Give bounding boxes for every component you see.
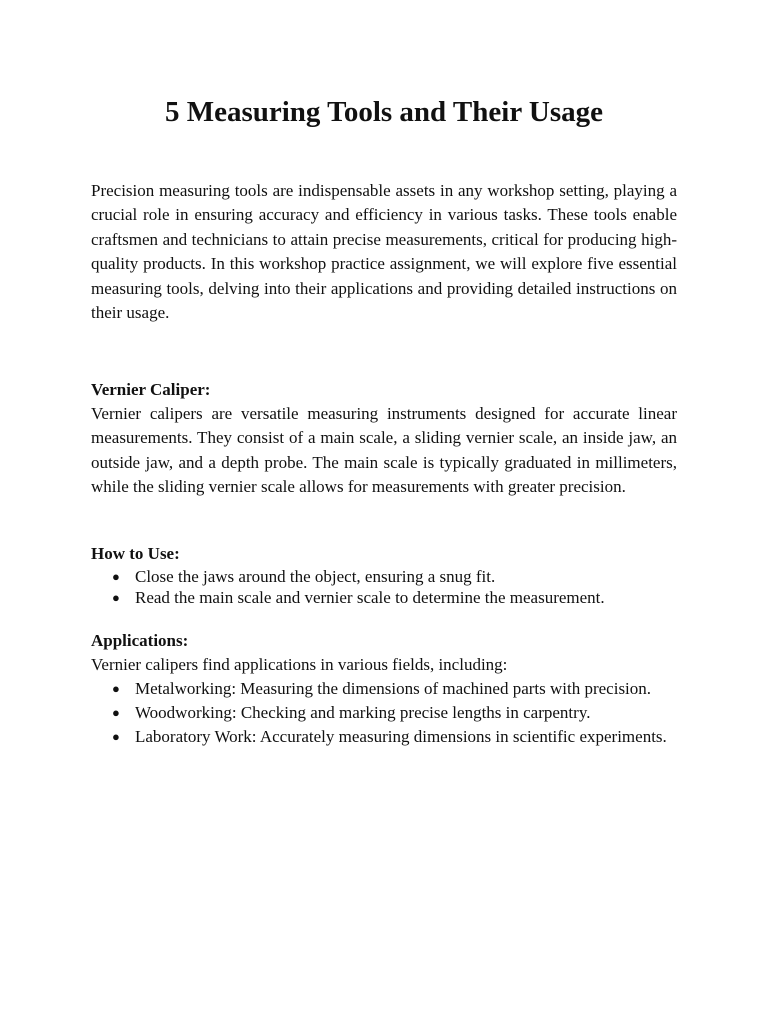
how-to-use-list	[91, 566, 677, 608]
list-item	[91, 725, 677, 749]
bullet-icon: ●	[112, 590, 120, 605]
applications-heading: Applications:	[91, 631, 189, 650]
list-item	[91, 587, 677, 608]
list-item-text: Close the jaws around the object, ensuring a snug fit.	[135, 567, 496, 586]
vernier-caliper-heading: Vernier Caliper:	[91, 380, 211, 399]
applications-section	[91, 629, 677, 749]
how-to-use-heading: How to Use:	[91, 544, 180, 563]
intro-paragraph: Precision measuring tools are indispensable assets in any workshop setting, playing a crucial role in ensuring accuracy and efficiency in various tasks. These tools enable craftsmen and technicians to attain precise measurements, critical for producing high-quality products. In this workshop practice assignment, we will explore five essential measuring tools, delving into their applications and providing detailed instructions on their usage.	[91, 181, 677, 323]
list-item	[91, 677, 677, 701]
list-item	[91, 566, 677, 587]
intro-section	[91, 179, 677, 325]
list-item-text: Woodworking: Checking and marking precise lengths in carpentry.	[135, 703, 591, 723]
document-title: 5 Measuring Tools and Their Usage	[164, 96, 604, 128]
list-item-text: Laboratory Work: Accurately measuring dimensions in scientific experiments.	[135, 727, 667, 747]
bullet-icon: ●	[112, 729, 120, 745]
bullet-icon: ●	[112, 705, 120, 721]
vernier-caliper-paragraph: Vernier calipers are versatile measuring instruments designed for accurate linear measurements. They consist of a main scale, a sliding vernier scale, an inside jaw, an outside jaw, and a depth probe. The main scale is typically graduated in millimeters, while the sliding vernier scale allows for measurements with greater precision.	[91, 404, 677, 497]
vernier-caliper-section	[91, 378, 677, 500]
list-item	[91, 701, 677, 725]
list-item-text: Read the main scale and vernier scale to determine the measurement.	[135, 588, 605, 607]
list-item-text: Metalworking: Measuring the dimensions of machined parts with precision.	[135, 679, 652, 699]
bullet-icon: ●	[112, 569, 120, 584]
bullet-icon: ●	[112, 681, 120, 697]
applications-intro: Vernier calipers find applications in various fields, including:	[91, 655, 508, 674]
how-to-use-section	[91, 542, 677, 608]
applications-list	[91, 677, 677, 749]
